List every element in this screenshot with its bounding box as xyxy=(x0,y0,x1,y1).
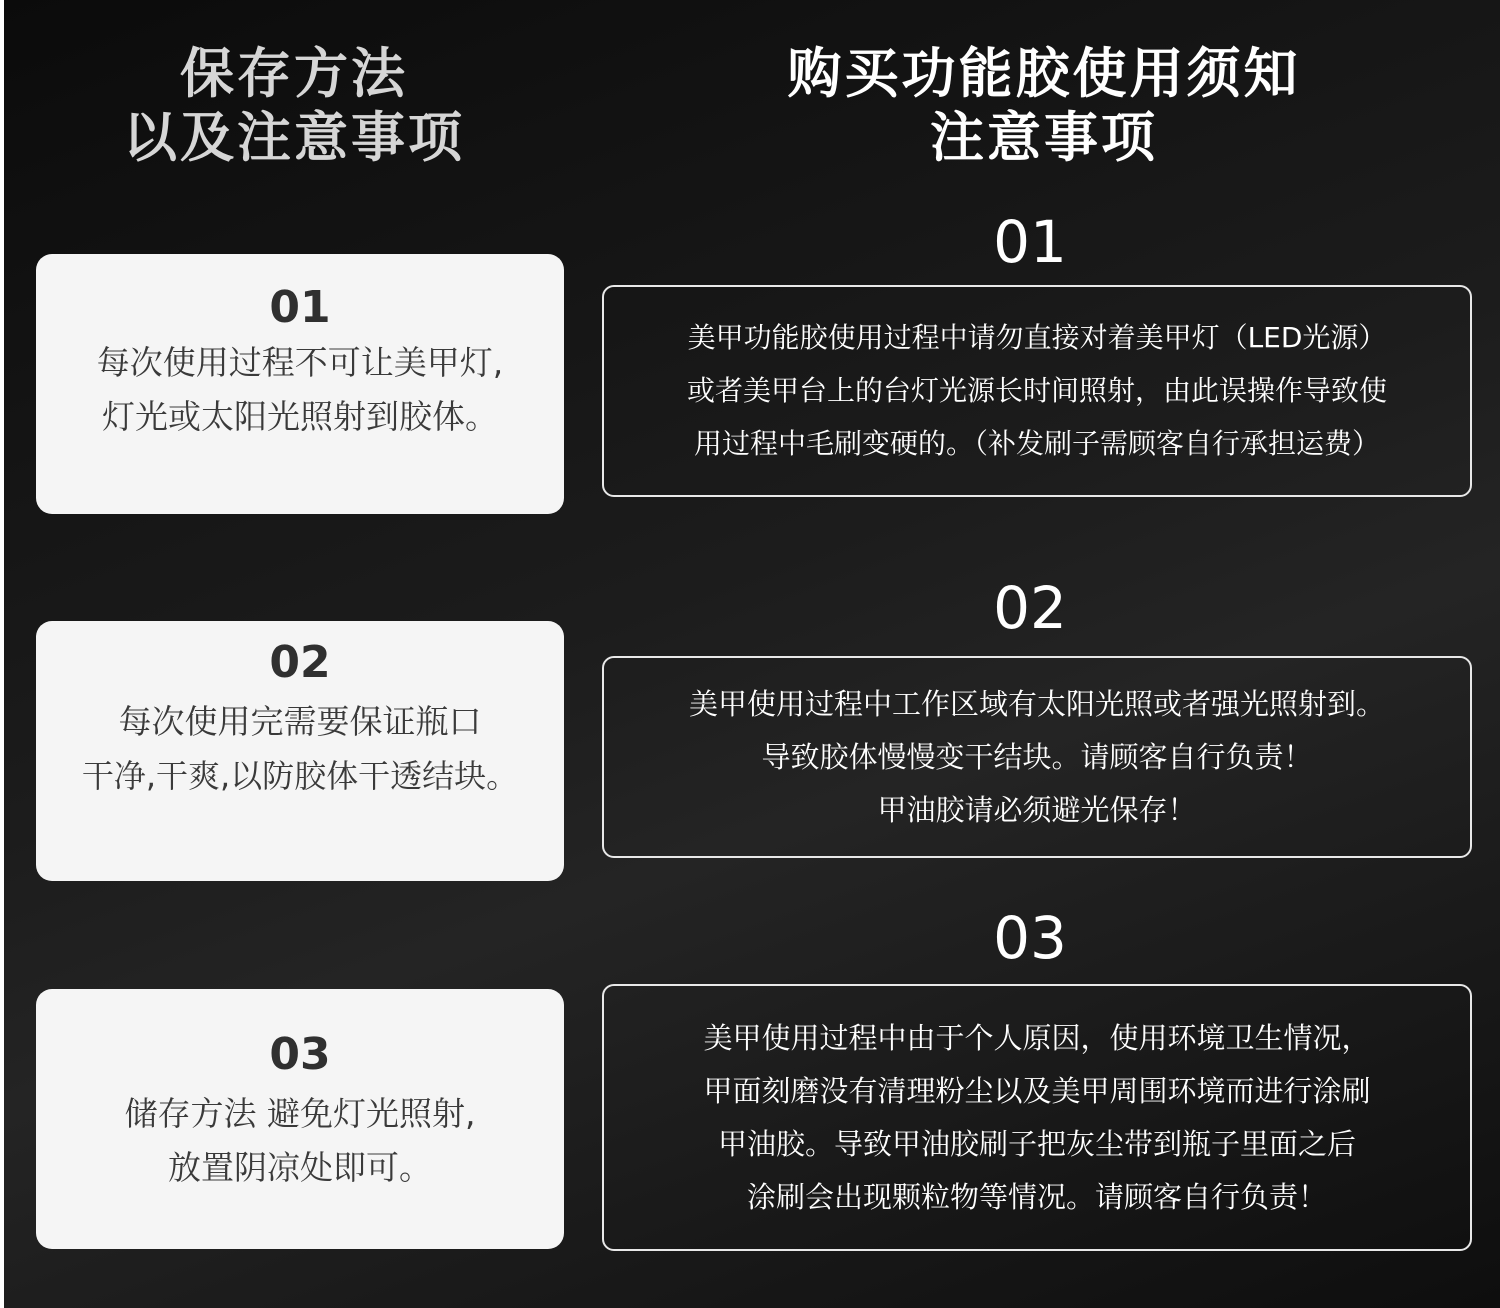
storage-card-01 xyxy=(36,254,564,514)
storage-card-text xyxy=(46,1087,554,1195)
storage-card-number: 02 xyxy=(269,637,331,688)
storage-card-02 xyxy=(36,621,564,881)
storage-heading-line: 保存方法 xyxy=(180,42,408,105)
notice-line: 或者美甲台上的台灯光源长时间照射，由此误操作导致使 xyxy=(686,374,1387,407)
notice-line: 导致胶体慢慢变干结块。请顾客自行负责！ xyxy=(761,740,1313,774)
purchase-notice-heading xyxy=(644,42,1444,170)
storage-card-line: 灯光或太阳光照射到胶体。 xyxy=(102,397,498,436)
storage-card-number: 01 xyxy=(269,282,331,333)
notice-line: 甲面刻磨没有清理粉尘以及美甲周围环境而进行涂刷 xyxy=(703,1074,1371,1108)
storage-heading xyxy=(64,42,524,170)
notice-poster xyxy=(4,0,1500,1308)
notice-line: 涂刷会出现颗粒物等情况。请顾客自行负责！ xyxy=(746,1180,1327,1214)
notice-number-03: 03 xyxy=(993,904,1067,972)
notice-line: 甲油胶请必须避光保存！ xyxy=(877,793,1197,827)
storage-card-text xyxy=(46,336,554,444)
storage-card-line: 每次使用完需要保证瓶口 xyxy=(118,702,482,741)
storage-card-text xyxy=(46,695,554,803)
storage-card-line: 放置阴凉处即可。 xyxy=(168,1148,432,1187)
notice-line: 美甲使用过程中工作区域有太阳光照或者强光照射到。 xyxy=(688,687,1385,721)
notice-line: 美甲使用过程中由于个人原因，使用环境卫生情况， xyxy=(703,1021,1371,1055)
storage-card-03 xyxy=(36,989,564,1249)
notice-line: 甲油胶。导致甲油胶刷子把灰尘带到瓶子里面之后 xyxy=(717,1127,1356,1161)
purchase-notice-heading-line: 注意事项 xyxy=(930,106,1158,169)
notice-box-02 xyxy=(602,656,1472,858)
notice-box-01 xyxy=(602,285,1472,497)
storage-card-number: 03 xyxy=(269,1029,331,1080)
purchase-notice-heading-line: 购买功能胶使用须知 xyxy=(787,42,1301,105)
notice-line: 美甲功能胶使用过程中请勿直接对着美甲灯（LED光源） xyxy=(687,321,1387,354)
notice-number-02: 02 xyxy=(993,574,1067,642)
storage-card-line: 每次使用过程不可让美甲灯, xyxy=(96,343,504,382)
storage-card-line: 干净,干爽,以防胶体干透结块。 xyxy=(81,757,519,795)
storage-heading-line: 以及注意事项 xyxy=(123,106,465,169)
storage-card-line: 储存方法 避免灯光照射, xyxy=(124,1094,476,1133)
notice-number-01: 01 xyxy=(993,208,1067,276)
notice-line: 用过程中毛刷变硬的。（补发刷子需顾客自行承担运费） xyxy=(693,427,1380,460)
notice-box-03 xyxy=(602,984,1472,1251)
